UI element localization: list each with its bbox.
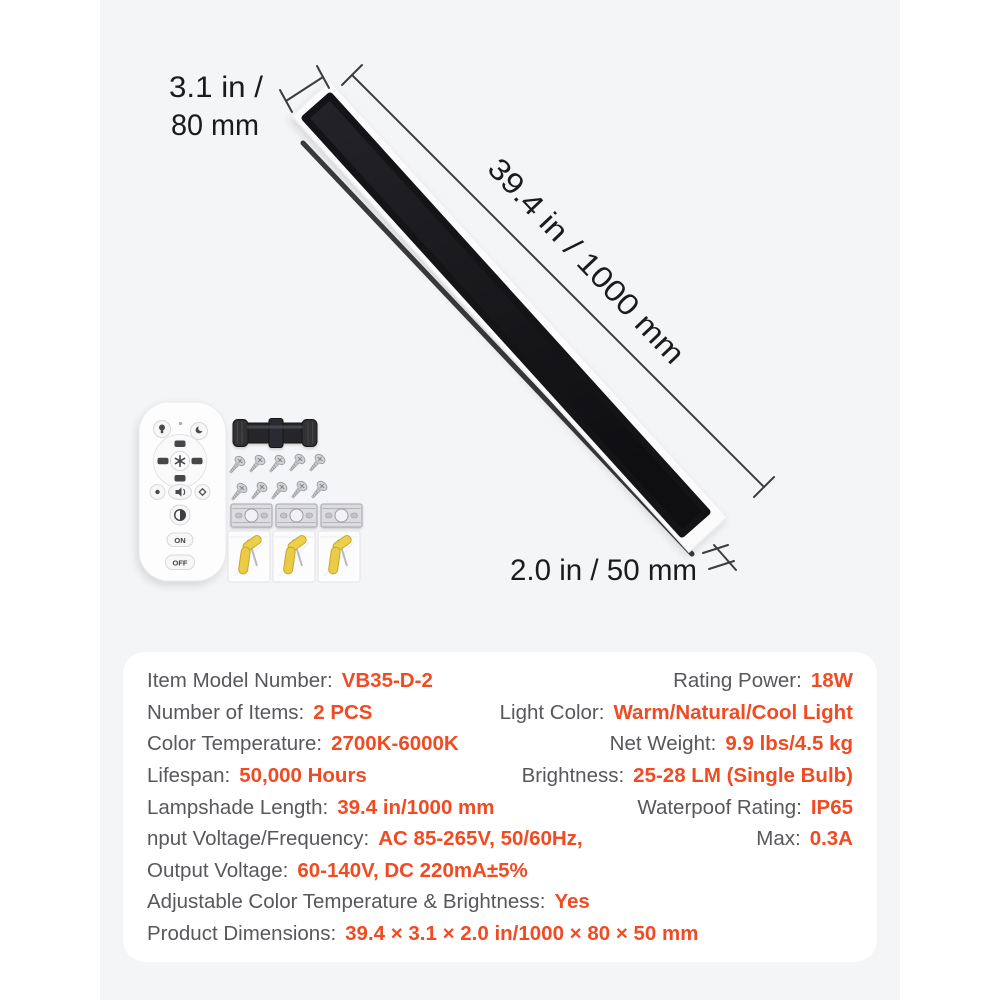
spec-label: Number of Items: [147, 700, 305, 724]
spec-item [147, 665, 433, 696]
spec-value: 9.9 lbs/4.5 kg [725, 732, 853, 756]
spec-item [147, 760, 367, 791]
remote-dpad [154, 435, 207, 488]
dpad-right-key [192, 458, 203, 465]
length-label: 39.4 in / 1000 mm [480, 152, 671, 349]
spec-label: Product Dimensions: [147, 922, 337, 945]
spec-item [756, 823, 853, 854]
spec-item [147, 823, 583, 854]
spec-row [147, 760, 853, 791]
spec-value: 2700K-6000K [331, 732, 459, 756]
led-bar-bottom-edge [303, 143, 692, 554]
spec-label: Max: [756, 827, 801, 851]
remote-mode-row [150, 485, 210, 500]
spec-row [147, 886, 853, 917]
dot-icon [155, 490, 159, 494]
depth-dimension [703, 545, 736, 570]
remote-on-button [167, 533, 193, 547]
remote-off-button [166, 555, 195, 570]
spec-value: IP65 [810, 795, 853, 819]
spec-value: 50,000 Hours [239, 763, 367, 787]
width-label-line1: 3.1 in / [169, 71, 264, 104]
spec-label: Adjustable Color Temperature & Brightness: [147, 890, 546, 914]
spec-item [147, 792, 495, 823]
dpad-left-key [158, 458, 169, 465]
spec-value: 60-140V, DC 220mA±5% [297, 858, 528, 882]
spec-row [147, 728, 853, 759]
mounting-brackets [231, 504, 362, 527]
spec-row [147, 855, 853, 886]
bulb-icon [159, 425, 165, 431]
width-label-line2: 80 mm [171, 109, 259, 142]
spec-item [147, 728, 459, 759]
spec-item [147, 918, 698, 949]
spec-label: Color Temperature: [147, 732, 323, 756]
spec-item [673, 665, 853, 696]
spec-item [637, 792, 853, 823]
remote-diamond-button [195, 485, 210, 500]
off-button-label: OFF [172, 558, 188, 568]
spec-panel [123, 652, 877, 962]
spec-label: Item Model Number: [147, 669, 333, 692]
spec-row [147, 665, 853, 696]
spec-value: Warm/Natural/Cool Light [613, 700, 853, 724]
spec-value: 39.4 × 3.1 × 2.0 in/1000 × 80 × 50 mm [345, 922, 699, 945]
spec-value: VB35-D-2 [341, 669, 433, 692]
spec-item [522, 760, 853, 791]
spec-value: 39.4 in/1000 mm [337, 795, 495, 819]
spec-item [147, 886, 590, 917]
spec-item [147, 855, 528, 886]
spec-item [610, 728, 853, 759]
spec-value: 25-28 LM (Single Bulb) [633, 763, 853, 787]
spec-row [147, 697, 853, 728]
depth-label: 2.0 in / 50 mm [510, 554, 697, 587]
spec-value: 18W [810, 669, 853, 692]
spec-item [500, 697, 853, 728]
spec-label: Rating Power: [673, 669, 802, 692]
remote-control [139, 402, 226, 581]
spec-value: Yes [554, 890, 590, 914]
on-button-label: ON [174, 535, 186, 545]
spec-row [147, 792, 853, 823]
spec-label: Light Color: [499, 700, 605, 724]
mounting-screws [226, 452, 329, 503]
spec-label: Waterpoof Rating: [637, 795, 802, 819]
spec-label: Lampshade Length: [147, 795, 329, 819]
remote-light-button [154, 421, 171, 438]
spec-row [147, 918, 853, 949]
dpad-up-key [175, 441, 186, 448]
spec-label: nput Voltage/Frequency: [147, 827, 370, 851]
spec-label: Brightness: [521, 763, 625, 787]
spec-value: 0.3A [809, 827, 853, 851]
spec-item [147, 697, 372, 728]
spec-row [147, 823, 853, 854]
spec-label: Net Weight: [609, 732, 717, 756]
spec-value: AC 85-265V, 50/60Hz, [378, 827, 583, 851]
remote-night-button [191, 423, 208, 440]
remote-indicator-led [179, 422, 182, 425]
remote-contrast-button [170, 505, 190, 525]
dpad-down-key [175, 475, 186, 482]
spec-label: Output Voltage: [147, 858, 289, 882]
length-dimension [342, 65, 774, 497]
spec-label: Lifespan: [147, 763, 231, 787]
spec-value: 2 PCS [313, 700, 373, 724]
cable-connector [233, 419, 317, 448]
anchor-bags [228, 531, 360, 582]
